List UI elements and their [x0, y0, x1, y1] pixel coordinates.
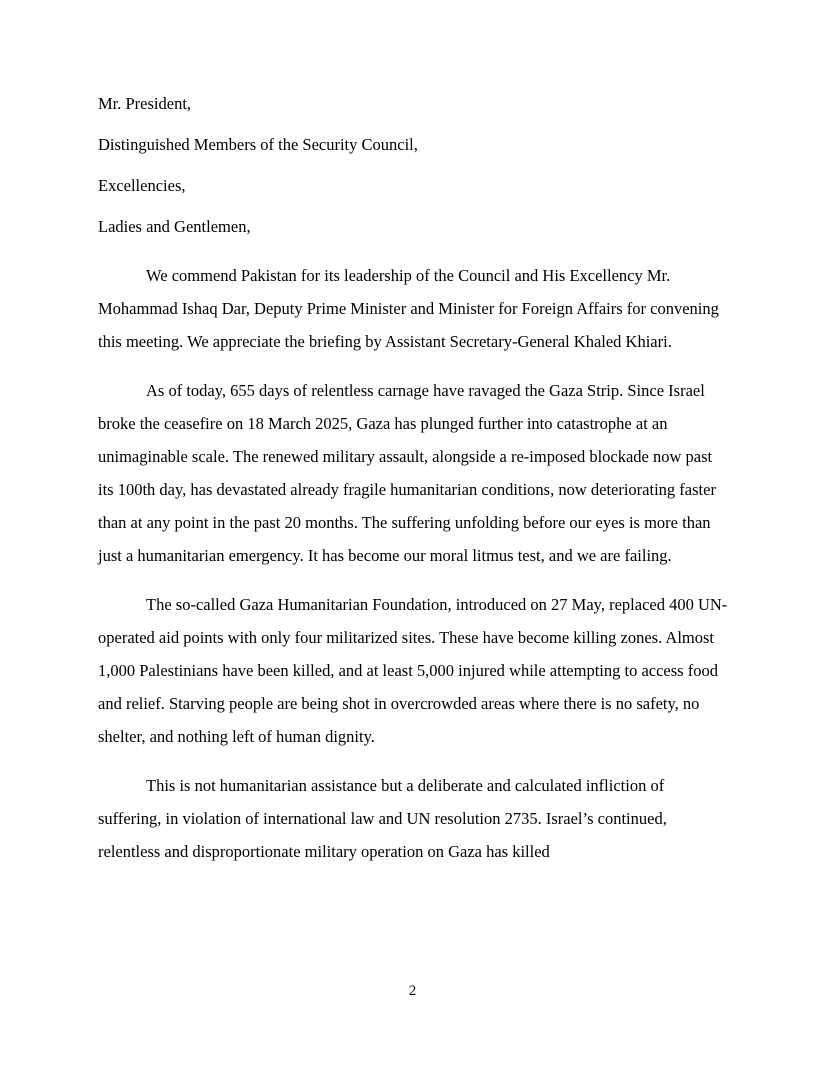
- body-paragraph: This is not humanitarian assistance but a deliberate and calculated infliction of suffering, in violation of international law and UN resolution 2735. Israel’s continued, relentless and disproportionate military operation on Gaza has killed: [98, 776, 667, 861]
- body-paragraph: The so-called Gaza Humanitarian Foundation, introduced on 27 May, replaced 400 UN-operated aid points with only four militarized sites. These have become killing zones. Almost 1,000 Palestinians have been killed, and at least 5,000 injured while attempting to access food and relief. Starving people are being shot in overcrowded areas where there is no safety, no shelter, and nothing left of human dignity.: [98, 595, 728, 746]
- salutation-line: Excellencies,: [98, 176, 186, 195]
- salutation-line: Distinguished Members of the Security Council,: [98, 135, 418, 154]
- body-paragraph: We commend Pakistan for its leadership of the Council and His Excellency Mr. Mohammad Ishaq Dar, Deputy Prime Minister and Minister for Foreign Affairs for convening this meeting. We appreciate the briefing by Assistant Secretary-General Khaled Khiari.: [98, 266, 719, 351]
- document-body: [98, 0, 728, 884]
- page-number: 2: [408, 983, 417, 999]
- salutation-line: Mr. President,: [98, 94, 192, 113]
- salutation-line: Ladies and Gentlemen,: [98, 217, 251, 236]
- body-paragraph: As of today, 655 days of relentless carnage have ravaged the Gaza Strip. Since Israel broke the ceasefire on 18 March 2025, Gaza has plunged further into catastrophe at an unimaginable scale. The renewed military assault, alongside a re-imposed blockade now past its 100th day, has devastated already fragile humanitarian conditions, now deteriorating faster than at any point in the past 20 months. The suffering unfolding before our eyes is more than just a humanitarian emergency. It has become our moral litmus test, and we are failing.: [98, 381, 716, 565]
